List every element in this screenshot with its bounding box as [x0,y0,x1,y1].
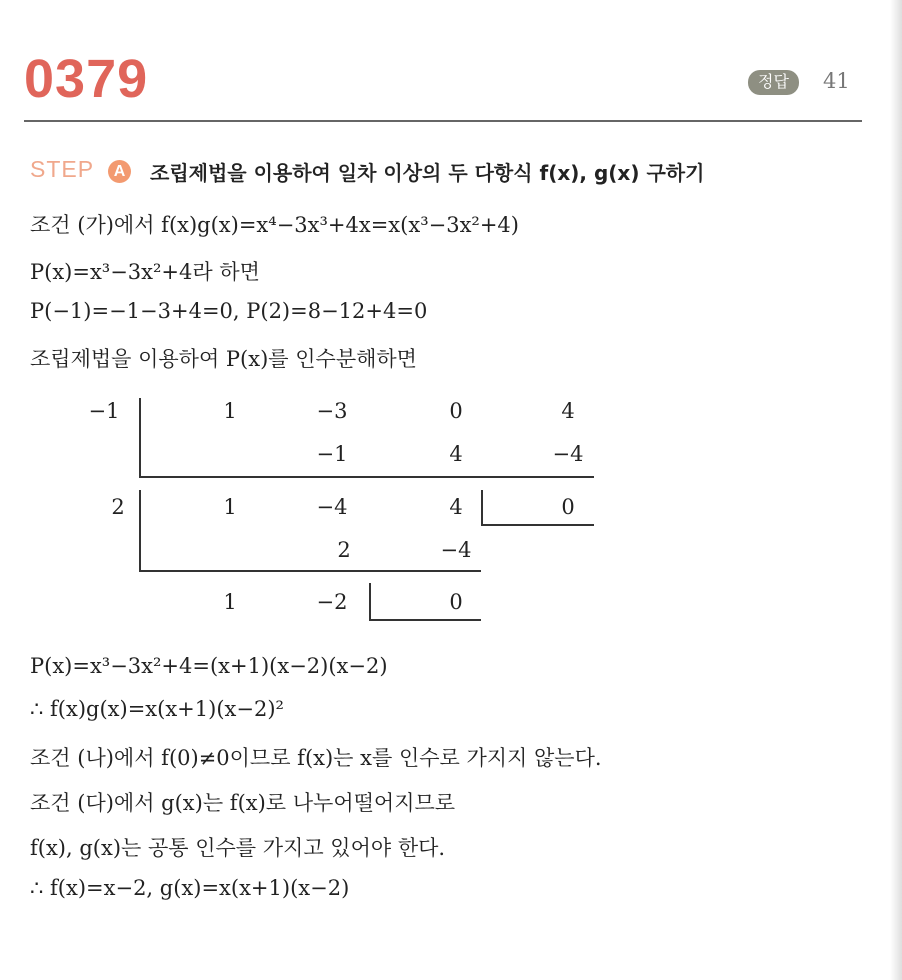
product-cell: 2 [337,538,351,562]
step-label: STEP [30,156,95,182]
quotient-cell: −4 [316,495,348,519]
solution-line-8: 조건 (다)에서 g(x)는 f(x)로 나누어떨어지므로 [30,791,456,815]
remainder-cell: 0 [561,495,575,519]
coefficient-cell: 1 [223,399,237,423]
solution-line-7: 조건 (나)에서 f(0)≠0이므로 f(x)는 x를 인수로 가지지 않는다. [30,746,602,770]
solution-line-6: ∴ f(x)g(x)=x(x+1)(x−2)² [30,697,284,721]
division-vertical-line [139,398,141,478]
divisor-cell: −1 [88,399,120,423]
remainder-horizontal-line [369,619,481,621]
quotient-cell: 1 [223,590,237,614]
coefficient-cell: −3 [316,399,348,423]
divisor-cell: 2 [111,495,125,519]
solution-line-2: P(x)=x³−3x²+4라 하면 [30,260,260,284]
division-horizontal-line [139,476,594,478]
product-cell: −1 [316,442,348,466]
solution-line-9: f(x), g(x)는 공통 인수를 가지고 있어야 한다. [30,836,446,860]
division-vertical-line [139,490,141,572]
division-horizontal-line [139,570,481,572]
remainder-vertical-line [369,583,371,621]
step-letter-badge: A [108,160,131,183]
quotient-cell: 1 [223,495,237,519]
solution-line-1: 조건 (가)에서 f(x)g(x)=x⁴−3x³+4x=x(x³−3x²+4) [30,213,519,237]
remainder-vertical-line [481,490,483,526]
quotient-cell: −2 [316,590,348,614]
solution-line-4: 조립제법을 이용하여 P(x)를 인수분해하면 [30,347,417,371]
product-cell: −4 [552,442,584,466]
solution-line-10: ∴ f(x)=x−2, g(x)=x(x+1)(x−2) [30,876,350,900]
quotient-cell: 4 [449,495,463,519]
coefficient-cell: 4 [561,399,575,423]
product-cell: 4 [449,442,463,466]
remainder-horizontal-line [481,524,594,526]
answer-page-number: 41 [823,69,850,93]
solution-line-3: P(−1)=−1−3+4=0, P(2)=8−12+4=0 [30,299,428,323]
solution-line-5: P(x)=x³−3x²+4=(x+1)(x−2)(x−2) [30,654,388,678]
product-cell: −4 [440,538,472,562]
remainder-cell: 0 [449,590,463,614]
coefficient-cell: 0 [449,399,463,423]
answer-badge: 정답 [748,70,799,95]
problem-number: 0379 [24,49,149,109]
step-title: 조립제법을 이용하여 일차 이상의 두 다항식 f(x), g(x) 구하기 [150,161,705,185]
